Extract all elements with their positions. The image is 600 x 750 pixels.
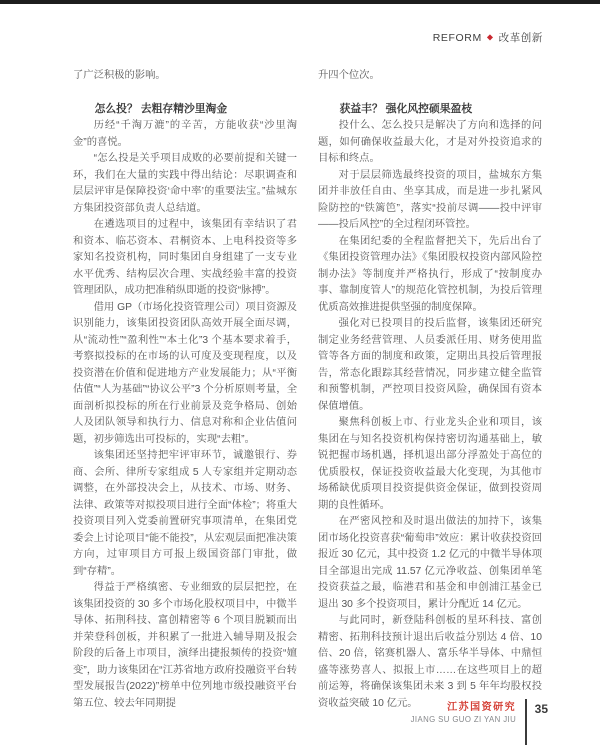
section-heading-how-to-invest: 怎么投？ 去粗存精沙里淘金 [94,102,228,115]
paragraph: 与此同时，新登陆科创板的星环科技、富创精密、拓荆科技预计退出后收益分别达 4 倍、10 倍、20 倍，铭赛机器人、富乐华半导体、中鼎恒盛等涨势喜人、拟报上市……在这些项目上的超前运筹，将确保该集团未来 3 到 5 年年均股权投资收益突破 10 亿元。 [318,615,542,709]
paragraph: 对于层层筛选最终投资的项目，盐城东方集团并非放任自由、坐享其成，而是进一步扎紧风险防控的“铁篱笆”，落实“投前尽调——投中评审——投后风控”的全过程闭环管控。 [318,169,542,230]
footer-divider [525,699,527,745]
paragraph: 聚焦科创板上市、行业龙头企业和项目，该集团在与知名投资机构保持密切沟通基础上，敏锐把握市场机遇，择机退出部分浮盈处于高位的优质股权，保证投资收益最大化变现，为其他市场稀缺优质项目投资提供资金保证，做到投资周期的良性循环。 [318,417,542,511]
diamond-icon: ◆ [486,32,494,41]
paragraph-continuation: 升四个位次。 [318,70,380,81]
page-number: 35 [534,702,548,716]
paragraph: 得益于严格缜密、专业细致的层层把控，在该集团投资的 30 多个市场化股权项目中，中微半导体、拓荆科技、富创精密等 6 个项目脱颖而出并荣登科创板，并积累了一批进入辅导期及报会阶段的后备上市项目，演绎出捷报频传的投资“嬗变”，助力该集团在“江苏省地方政府投融资平台转型发展报告(2022)”榜单中位列地市级投融资平台第五位、较去年同期提 [73,582,297,709]
paragraph: 强化对已投项目的投后监督，该集团还研究制定业务经营管理、人员委派任用、财务使用监管等各方面的制度和政策，定期出具投后管理报告，常态化跟踪其经营情况，同步建立健全监管和预警机制，严控项目投资风险，确保国有资本保值增值。 [318,318,542,412]
paragraph: 在集团纪委的全程监督把关下，先后出台了《集团投资管理办法》《集团股权投资内部风险控制办法》等制度并严格执行，形成了“按制度办事、靠制度管人”的规范化管控机制，为投后管理优质高效推进提供坚强的制度保障。 [318,235,542,313]
page-footer [411,699,548,745]
paragraph: 历经“千淘万漉”的辛苦，方能收获“沙里淘金”的喜悦。 [73,120,297,148]
paragraph: “怎么投是关乎项目成败的必要前提和关键一环，我们在大量的实践中得出结论：尽职调查和层层评审是保障投资‘命中率’的重要法宝。”盐城东方集团投资部负责人总结道。 [73,153,297,214]
paragraph: 在遴选项目的过程中，该集团有幸结识了君和资本、临芯资本、君桐资本、上电科投资等多家知名投资机构，同时集团自身组建了一支专业水平优秀、结构层次合理、实战经验丰富的投资管理团队，成功把准稍纵即逝的投资“脉搏”。 [73,219,297,296]
page-header [433,30,543,45]
paragraph-continuation: 了广泛积极的影响。 [73,70,166,81]
paragraph: 投什么、怎么投只是解决了方向和选择的问题，如何确保收益最大化，才是对外投资追求的目标和终点。 [318,120,542,164]
header-section-label: 改革创新 [498,32,543,44]
right-column [318,68,542,712]
journal-name-pinyin: JIANG SU GUO ZI YAN JIU [410,715,517,724]
article-body [73,68,543,712]
paragraph: 在严密风控和及时退出做法的加持下，该集团市场化投资喜获“葡萄串”效应：累计收获投资回报近 30 亿元，其中投资 1.2 亿元的中微半导体项目全部退出完成 11.57 亿元净收益、创集团单笔投资获益之最，临港君和基金和申创浦江基金已退出 30 多个投资项目，累计分配近 14 亿元。 [318,516,542,610]
journal-name-block [411,699,517,724]
journal-name-chinese: 江苏国资研究 [447,702,517,713]
paragraph: 借用 GP（市场化投资管理公司）项目资源及识别能力，该集团投资团队高效开展全面尽调，从“流动性”“盈利性”“本土化”3 个基本要求着手，考察拟投标的在市场的认可度及变现程度，以及投资潜在价值和促进地方产业发展能力；从“平衡估值”“人为基础”“协议公平”3 个分析原则考量，全面剖析拟投标的所在行业前景及竞争格局、创始人及团队领导和执行力、信息对称和企业估值问题，初步筛选出可投标的，实现“去粗”。 [73,301,297,445]
section-heading-rich-returns: 获益丰？ 强化风控硕果盈枝 [339,102,473,115]
paragraph: 该集团还坚持把牢评审环节，诚邀银行、券商、会所、律所专家组成 5 人专家组并定期动态调整，在外部投决会上，从技术、市场、财务、法律、政策等对拟投项目进行全面“体检”；将重大投资项目列入党委前置研究事项清单，在集团党委会上讨论项目“能不能投”，从宏观层面把准决策方向，过审项目方可报上级国资部门审批，做到“存精”。 [73,450,297,577]
header-reform-label: REFORM [432,31,482,44]
left-column [73,68,297,712]
page-top-edge [0,0,600,4]
